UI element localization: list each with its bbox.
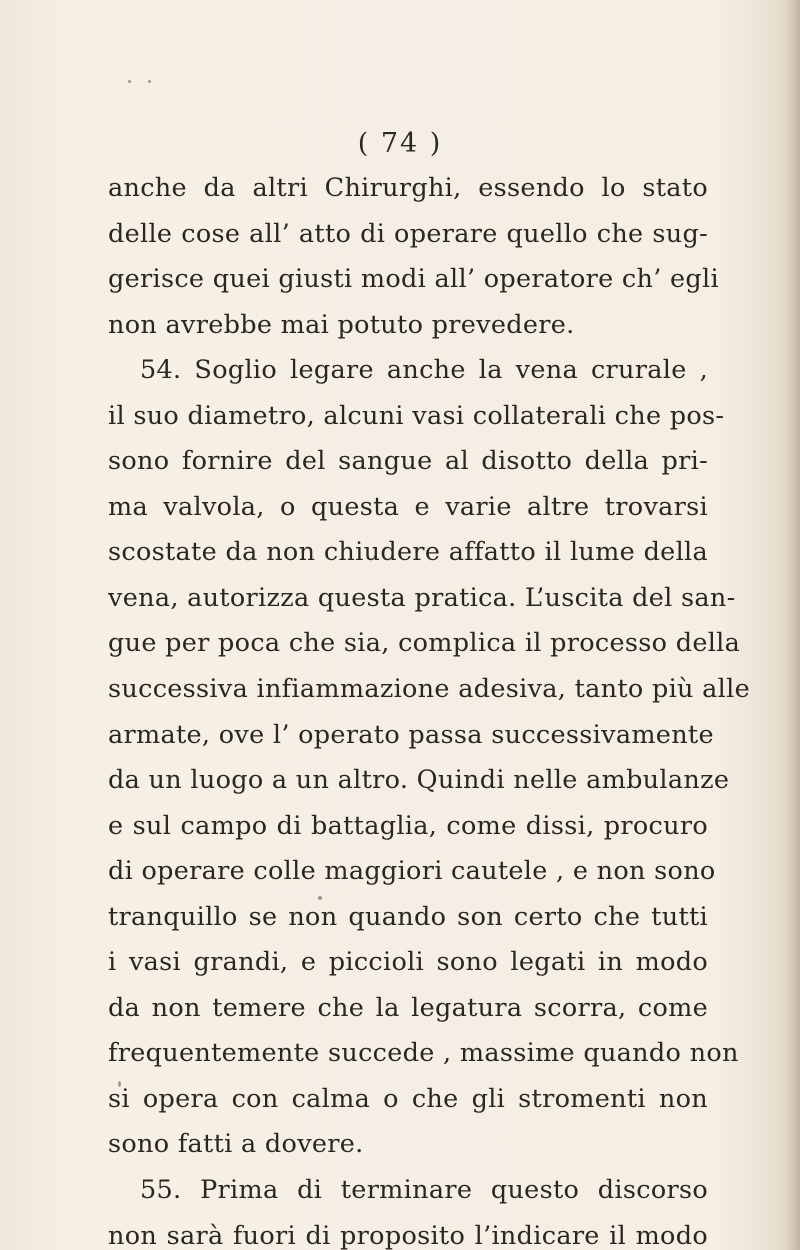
paragraph-54-start: 54. Soglio legare anche la vena crurale , [140, 355, 708, 386]
text-line: di operare colle maggiori cautele , e non sono [108, 856, 716, 887]
text-line: da un luogo a un altro. Quindi nelle ambulanze [108, 765, 730, 796]
text-line: ma valvola, o questa e varie altre trovarsi [108, 491, 708, 522]
text-line: e sul campo di battaglia, come dissi, procuro [108, 810, 708, 841]
page-number: ( 74 ) [357, 128, 443, 159]
text-line: frequentemente succede , massime quando non [108, 1038, 739, 1069]
text-line: sono fatti a dovere. [108, 1129, 364, 1160]
text-line: i vasi grandi, e piccioli sono legati in modo [108, 947, 708, 978]
text-line: il suo diametro, alcuni vasi collaterali che pos- [108, 400, 725, 431]
text-line: sono fornire del sangue al disotto della pri- [108, 446, 708, 477]
text-line: non sarà fuori di proposito l’indicare il modo [108, 1220, 708, 1250]
text-line: da non temere che la legatura scorra, come [108, 992, 708, 1023]
text-line: successiva infiammazione adesiva, tanto più alle [108, 674, 750, 705]
text-line: anche da altri Chirurghi, essendo lo stato [108, 173, 708, 203]
text-line: delle cose all’ atto di operare quello che sug- [108, 218, 708, 249]
text-line: non avrebbe mai potuto prevedere. [108, 309, 575, 340]
text-line: armate, ove l’ operato passa successivamente [108, 719, 714, 750]
page-edge-shadow [786, 0, 800, 1250]
text-line: si opera con calma o che gli stromenti non [108, 1083, 708, 1114]
paper-speck [128, 80, 131, 83]
text-line: gerisce quei giusti modi all’ operatore ch’ egli [108, 264, 719, 295]
text-line: vena, autorizza questa pratica. L’uscita del san- [108, 582, 736, 613]
paragraph-55-start: 55. Prima di terminare questo discorso [140, 1175, 708, 1206]
text-line: gue per poca che sia, complica il processo della [108, 628, 741, 659]
paper-speck [148, 80, 151, 83]
text-line: tranquillo se non quando son certo che tutti [108, 901, 708, 932]
text-line: scostate da non chiudere affatto il lume della [108, 537, 708, 568]
body-text [108, 166, 750, 1250]
